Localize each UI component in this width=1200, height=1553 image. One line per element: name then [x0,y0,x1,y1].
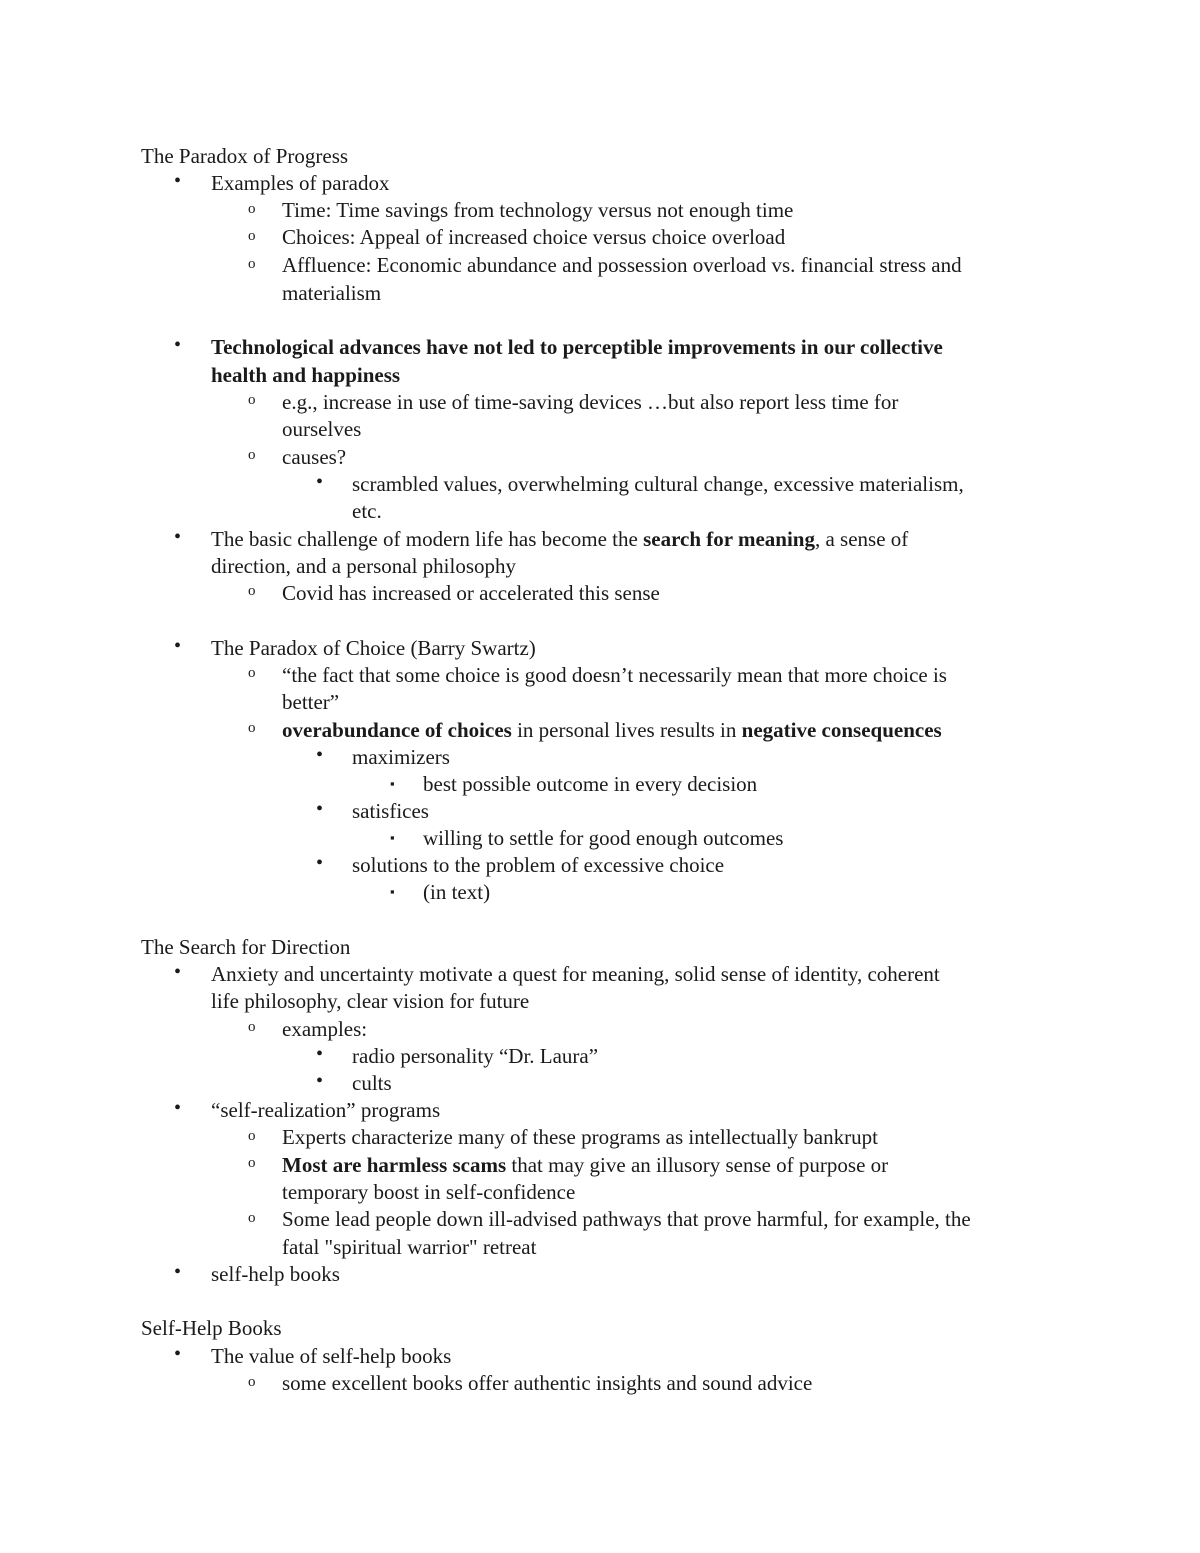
list-item-continuation: better” [282,690,340,714]
list-item: cults [352,1071,392,1095]
list-item: Time: Time savings from technology versus not enough time [282,198,794,222]
circle-bullet-icon: o [248,228,256,244]
list-item-continuation: life philosophy, clear vision for future [211,989,530,1013]
circle-bullet-icon: o [248,447,256,463]
circle-bullet-icon: o [248,1128,256,1144]
list-item: Experts characterize many of these programs as intellectually bankrupt [282,1125,878,1149]
list-item: Some lead people down ill-advised pathways that prove harmful, for example, the [282,1207,971,1231]
disc-bullet-icon: • [174,526,182,548]
circle-bullet-icon: o [248,583,256,599]
list-item-continuation: temporary boost in self-confidence [282,1180,576,1204]
disc-bullet-icon: • [174,1343,182,1365]
disc-bullet-icon: • [316,744,324,766]
list-item: Anxiety and uncertainty motivate a quest for meaning, solid sense of identity, coherent [211,962,940,986]
list-item-continuation: direction, and a personal philosophy [211,554,517,578]
circle-bullet-icon: o [248,1155,256,1171]
circle-bullet-icon: o [248,256,256,272]
circle-bullet-icon: o [248,720,256,736]
list-item: Covid has increased or accelerated this sense [282,581,660,605]
list-item-continuation: etc. [352,499,382,523]
disc-bullet-icon: • [316,1043,324,1065]
list-item: best possible outcome in every decision [423,772,758,796]
list-item: Most are harmless scams that may give an illusory sense of purpose or [282,1153,889,1177]
disc-bullet-icon: • [174,334,182,356]
square-bullet-icon: ▪ [390,884,395,899]
list-item: (in text) [423,880,491,904]
disc-bullet-icon: • [316,798,324,820]
list-item: overabundance of choices in personal lives results in negative consequences [282,718,942,742]
section-heading: The Paradox of Progress [141,144,349,168]
circle-bullet-icon: o [248,1019,256,1035]
list-item: solutions to the problem of excessive choice [352,853,725,877]
list-item: examples: [282,1017,368,1041]
list-item: Choices: Appeal of increased choice versus choice overload [282,225,786,249]
circle-bullet-icon: o [248,1210,256,1226]
list-item: radio personality “Dr. Laura” [352,1044,599,1068]
disc-bullet-icon: • [316,852,324,874]
list-item: The basic challenge of modern life has become the search for meaning, a sense of [211,527,909,551]
list-item: The value of self-help books [211,1344,452,1368]
circle-bullet-icon: o [248,201,256,217]
disc-bullet-icon: • [174,170,182,192]
list-item-bold: Technological advances have not led to perceptible improvements in our collective [211,335,943,359]
disc-bullet-icon: • [316,471,324,493]
disc-bullet-icon: • [174,1097,182,1119]
list-item-continuation: materialism [282,281,382,305]
square-bullet-icon: ▪ [390,830,395,845]
list-item: “the fact that some choice is good doesn’t necessarily mean that more choice is [282,663,947,687]
disc-bullet-icon: • [316,1070,324,1092]
section-heading: The Search for Direction [141,935,351,959]
list-item: The Paradox of Choice (Barry Swartz) [211,636,536,660]
list-item: satisfices [352,799,429,823]
disc-bullet-icon: • [174,635,182,657]
list-item-continuation: health and happiness [211,363,401,387]
list-item: “self-realization” programs [211,1098,441,1122]
list-item: willing to settle for good enough outcomes [423,826,784,850]
list-item: Affluence: Economic abundance and possession overload vs. financial stress and [282,253,962,277]
square-bullet-icon: ▪ [390,776,395,791]
list-item-continuation: ourselves [282,417,362,441]
disc-bullet-icon: • [174,961,182,983]
list-item: some excellent books offer authentic insights and sound advice [282,1371,813,1395]
disc-bullet-icon: • [174,1261,182,1283]
circle-bullet-icon: o [248,392,256,408]
list-item: causes? [282,445,347,469]
list-item: maximizers [352,745,450,769]
list-item: Examples of paradox [211,171,390,195]
list-item: self-help books [211,1262,340,1286]
list-item: e.g., increase in use of time-saving devices …but also report less time for [282,390,899,414]
circle-bullet-icon: o [248,665,256,681]
circle-bullet-icon: o [248,1374,256,1390]
list-item: scrambled values, overwhelming cultural change, excessive materialism, [352,472,964,496]
section-heading: Self-Help Books [141,1316,282,1340]
list-item-continuation: fatal "spiritual warrior" retreat [282,1235,537,1259]
